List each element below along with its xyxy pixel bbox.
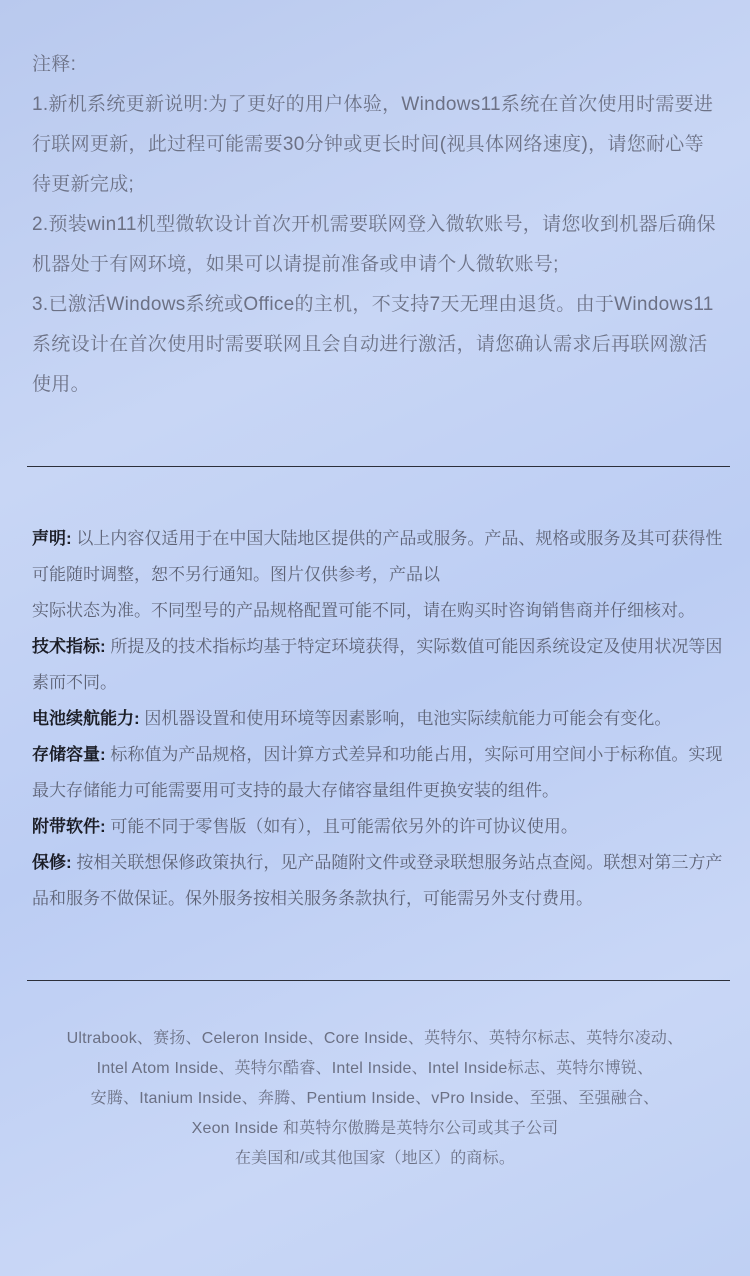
software-label: 附带软件: [32, 817, 106, 836]
trademark-line: Xeon Inside 和英特尔傲腾是英特尔公司或其子公司 [191, 1120, 559, 1137]
statement-label: 声明: [32, 529, 72, 548]
statement-paragraph [32, 521, 732, 593]
battery-text: 因机器设置和使用环境等因素影响，电池实际续航能力可能会有变化。 [139, 709, 672, 728]
note-item-1: 1.新机系统更新说明:为了更好的用户体验，Windows11系统在首次使用时需要进行联网更新，此过程可能需要30分钟或更长时间(视具体网络速度)，请您耐心等待更新完成; [32, 94, 714, 195]
tech-text: 所提及的技术指标均基于特定环境获得，实际数值可能因系统设定及使用状况等因素而不同。 [32, 637, 723, 692]
storage-paragraph [32, 737, 732, 809]
trademark-line: Intel Atom Inside、英特尔酷睿、Intel Inside、Intel Inside标志、英特尔博锐、 [96, 1060, 654, 1077]
battery-label: 电池续航能力: [32, 709, 140, 728]
tech-paragraph [32, 629, 732, 701]
battery-paragraph [32, 701, 732, 737]
note-item-2: 2.预装win11机型微软设计首次开机需要联网登入微软账号，请您收到机器后确保机器处于有网环境，如果可以请提前准备或申请个人微软账号; [32, 214, 716, 275]
software-paragraph [32, 809, 732, 845]
divider-top [27, 466, 730, 467]
statement-text: 以上内容仅适用于在中国大陆地区提供的产品或服务。产品、规格或服务及其可获得性可能随时调整，恕不另行通知。图片仅供参考，产品以 [32, 529, 723, 584]
disclaimer-section [32, 521, 732, 917]
warranty-label: 保修: [32, 853, 72, 872]
storage-text: 标称值为产品规格，因计算方式差异和功能占用，实际可用空间小于标称值。实现最大存储能力可能需要用可支持的最大存储容量组件更换安装的组件。 [32, 745, 723, 800]
statement-text-2: 实际状态为准。不同型号的产品规格配置可能不同，请在购买时咨询销售商并仔细核对。 [32, 601, 695, 620]
tech-label: 技术指标: [32, 637, 106, 656]
trademark-line: Ultrabook、赛扬、Celeron Inside、Core Inside、英特尔、英特尔标志、英特尔凌动、 [66, 1030, 684, 1047]
trademark-line: 安腾、Itanium Inside、奔腾、Pentium Inside、vPro Inside、至强、至强融合、 [90, 1090, 660, 1107]
software-text: 可能不同于零售版（如有），且可能需依另外的许可协议使用。 [105, 817, 578, 836]
divider-bottom [27, 980, 730, 981]
note-item-3: 3.已激活Windows系统或Office的主机，不支持7天无理由退货。由于Windows11系统设计在首次使用时需要联网且会自动进行激活，请您确认需求后再联网激活使用。 [32, 294, 714, 395]
trademark-line: 在美国和/或其他国家（地区）的商标。 [234, 1150, 516, 1167]
trademark-section [20, 1024, 730, 1174]
notes-heading: 注释: [32, 54, 77, 75]
statement-paragraph-continued [32, 593, 732, 629]
notes-section [32, 45, 722, 405]
warranty-paragraph [32, 845, 732, 917]
storage-label: 存储容量: [32, 745, 106, 764]
warranty-text: 按相关联想保修政策执行，见产品随附文件或登录联想服务站点查阅。联想对第三方产品和服务不做保证。保外服务按相关服务条款执行，可能需另外支付费用。 [32, 853, 723, 908]
